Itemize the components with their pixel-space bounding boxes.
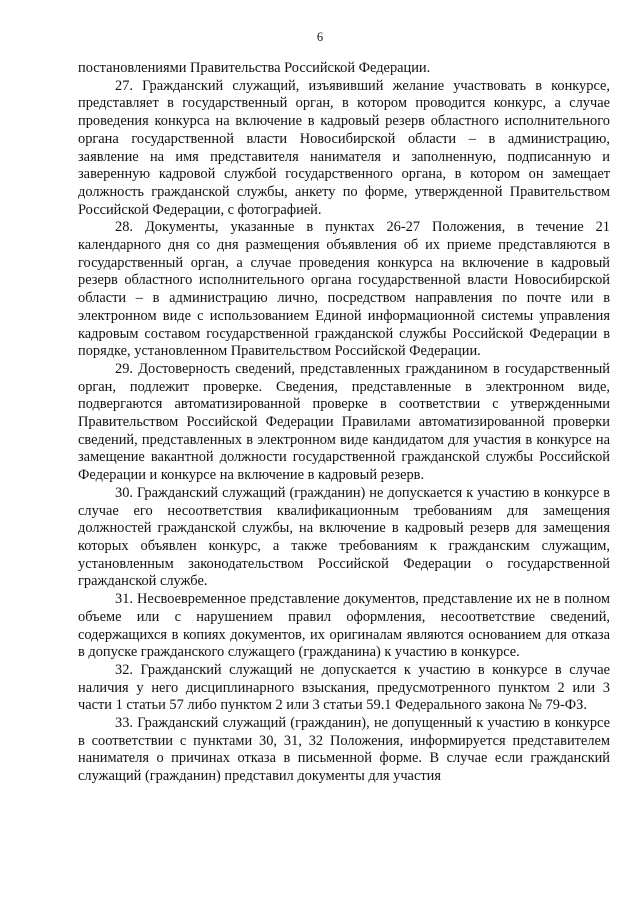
paragraph-continuation: постановлениями Правительства Российской Федерации.	[78, 60, 431, 76]
paragraph-27: 27. Гражданский служащий, изъявивший желание участвовать в конкурсе, представляет в государственный орган, в котором проводится конкурс, а случае проведения конкурса на включение в кадровый резерв областного исполнительного органа государственной власти Новосибирской области – в администрацию, заявление на имя представителя нанимателя и заполненную, подписанную и заверенную кадровой службой государственного органа, в котором он замещает должность гражданской службы, анкету по форме, утвержденной Правительством Российской Федерации, с фотографией.	[78, 77, 610, 218]
paragraph-33: 33. Гражданский служащий (гражданин), не допущенный к участию в конкурсе в соответствии с пунктами 30, 31, 32 Положения, информируется представителем нанимателя о причинах отказа в письменной форме. В случае если гражданский служащий (гражданин) представил документы для участия	[78, 715, 610, 785]
paragraph-31: 31. Несвоевременное представление документов, представление их не в полном объеме или с нарушением правил оформления, несоответствие сведений, содержащихся в копиях документов, их оригиналам являются основанием для отказа в допуске гражданского служащего (гражданина) к участию в конкурсе.	[78, 591, 610, 661]
paragraph-32: 32. Гражданский служащий не допускается к участию в конкурсе в случае наличия у него дисциплинарного взыскания, предусмотренного пунктом 2 или 3 части 1 статьи 57 либо пунктом 2 или 3 статьи 59.1 Федерального закона № 79-ФЗ.	[78, 661, 610, 714]
paragraph-30: 30. Гражданский служащий (гражданин) не допускается к участию в конкурсе в случае его несоответствия квалификационным требованиям для замещения должностей гражданской службы, на включение в кадровый резерв для замещения которых объявлен конкурс, а также требованиям к гражданским служащим, установленным законодательством Российской Федерации о государственной гражданской службе.	[78, 484, 610, 590]
page-number: 6	[316, 30, 324, 44]
paragraph-29: 29. Достоверность сведений, представленных гражданином в государственный орган, подлежит проверке. Сведения, представленные в электронном виде, подвергаются автоматизированной проверке в соответствии с утвержденными Правительством Российской Федерации Правилами автоматизированной проверки сведений, представленных в электронном виде кандидатом для участия в конкурсе на замещение вакантной должности государственной гражданской службы Российской Федерации и конкурсе на включение в кадровый резерв.	[78, 360, 610, 484]
paragraph-28: 28. Документы, указанные в пунктах 26-27 Положения, в течение 21 календарного дня со дня размещения объявления об их приеме представляются в государственный орган, а случае проведения конкурса на включение в кадровый резерв областного исполнительного органа государственной власти Новосибирской области – в администрацию лично, посредством направления по почте или в электронном виде с использованием Единой информационной системы управления кадровым составом государственной гражданской службы Российской Федерации в порядке, установленном Правительством Российской Федерации.	[78, 219, 610, 360]
document-body	[78, 60, 610, 786]
